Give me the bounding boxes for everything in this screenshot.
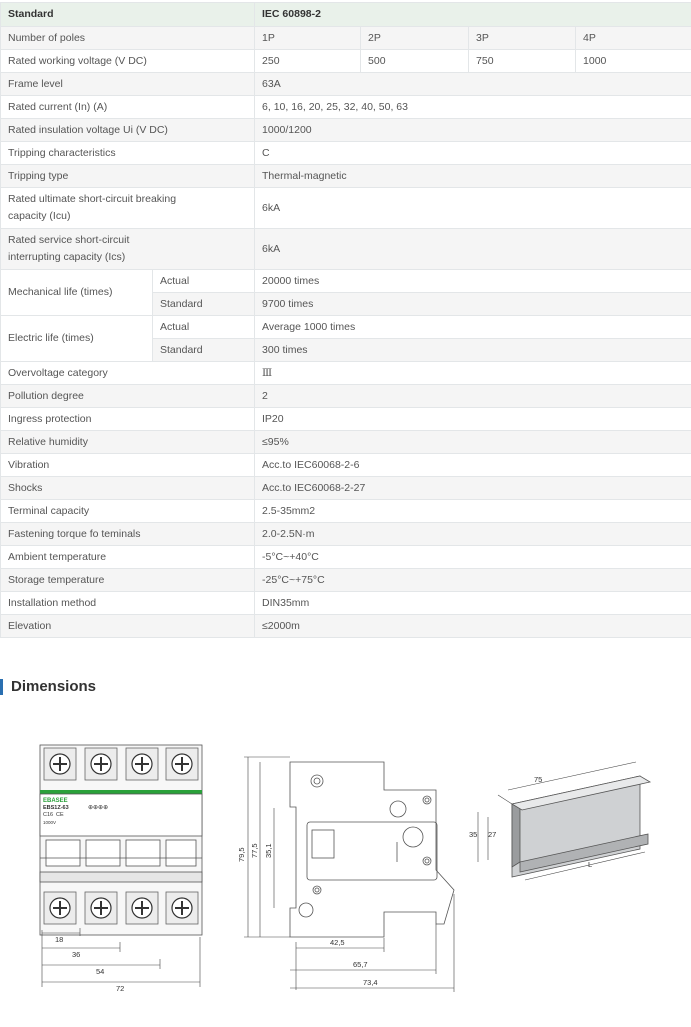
front-rating: C16 bbox=[43, 812, 53, 818]
spec-label: Tripping characteristics bbox=[1, 142, 255, 165]
spec-row bbox=[1, 229, 691, 270]
spec-row bbox=[1, 615, 691, 638]
front-brand: EBASEE bbox=[43, 798, 68, 804]
spec-label: Frame level bbox=[1, 73, 255, 96]
spec-value: 250 bbox=[255, 50, 361, 73]
spec-label: Relative humidity bbox=[1, 431, 255, 454]
spec-value: 500 bbox=[361, 50, 469, 73]
dim-42-5: 42,5 bbox=[330, 938, 345, 947]
spec-header-label: Standard bbox=[1, 3, 255, 27]
spec-label: Pollution degree bbox=[1, 385, 255, 408]
spec-value: 2P bbox=[361, 27, 469, 50]
spec-table bbox=[0, 2, 691, 638]
spec-label-line: Rated service short-circuit bbox=[8, 234, 129, 246]
dimensions-heading: Dimensions bbox=[0, 676, 96, 698]
spec-label-line: capacity (Icu) bbox=[8, 210, 70, 222]
spec-label: Rated working voltage (V DC) bbox=[1, 50, 255, 73]
spec-value: 6, 10, 16, 20, 25, 32, 40, 50, 63 bbox=[255, 96, 691, 119]
dim-35: 35 bbox=[469, 830, 477, 839]
spec-value: Average 1000 times bbox=[255, 316, 691, 339]
spec-row bbox=[1, 142, 691, 165]
spec-value: C bbox=[255, 142, 691, 165]
spec-value: Acc.to IEC60068-2-27 bbox=[255, 477, 691, 500]
spec-label: Elevation bbox=[1, 615, 255, 638]
spec-label: Rated current (In) (A) bbox=[1, 96, 255, 119]
spec-row bbox=[1, 188, 691, 229]
spec-value: 2.0-2.5N·m bbox=[255, 523, 691, 546]
spec-row bbox=[1, 408, 691, 431]
dim-35-1: 35,1 bbox=[264, 843, 273, 858]
spec-value: 9700 times bbox=[255, 293, 691, 316]
spec-value: 1000 bbox=[576, 50, 691, 73]
spec-row bbox=[1, 96, 691, 119]
bottom-terminal-screw-icon bbox=[44, 892, 76, 924]
dim-54: 54 bbox=[96, 967, 104, 976]
spec-row bbox=[1, 385, 691, 408]
spec-row bbox=[1, 431, 691, 454]
spec-label: Electric life (times) bbox=[1, 316, 153, 362]
spec-value: 3P bbox=[469, 27, 576, 50]
dimensions-drawing-area bbox=[0, 712, 691, 1024]
front-model: EBS1Z-63 bbox=[43, 805, 69, 811]
spec-label-line: Rated ultimate short-circuit breaking bbox=[8, 193, 176, 205]
spec-value: 6kA bbox=[255, 229, 691, 270]
spec-sublabel: Standard bbox=[153, 293, 255, 316]
top-terminal-screw-icon bbox=[166, 748, 198, 780]
spec-label: Mechanical life (times) bbox=[1, 270, 153, 316]
spec-value: 4P bbox=[576, 27, 691, 50]
spec-sublabel: Standard bbox=[153, 339, 255, 362]
spec-value: 1P bbox=[255, 27, 361, 50]
spec-row bbox=[1, 592, 691, 615]
spec-row bbox=[1, 362, 691, 385]
spec-label: Ambient temperature bbox=[1, 546, 255, 569]
spec-row-voltage bbox=[1, 50, 691, 73]
spec-value: 2 bbox=[255, 385, 691, 408]
top-terminal-screw-icon bbox=[85, 748, 117, 780]
spec-label: Overvoltage category bbox=[1, 362, 255, 385]
spec-sublabel: Actual bbox=[153, 316, 255, 339]
spec-value: Ⅲ bbox=[255, 362, 691, 385]
dim-77-5: 77,5 bbox=[250, 843, 259, 858]
spec-value: 750 bbox=[469, 50, 576, 73]
spec-row bbox=[1, 569, 691, 592]
top-terminal-screw-icon bbox=[126, 748, 158, 780]
spec-row bbox=[1, 165, 691, 188]
spec-row bbox=[1, 454, 691, 477]
spec-row bbox=[1, 523, 691, 546]
dim-65-7: 65,7 bbox=[353, 960, 368, 969]
spec-row-electric bbox=[1, 316, 691, 339]
spec-label: Terminal capacity bbox=[1, 500, 255, 523]
top-terminal-screw-icon bbox=[44, 748, 76, 780]
dim-79-5: 79,5 bbox=[237, 847, 246, 862]
side-view-drawing bbox=[244, 757, 454, 992]
dimension-drawings bbox=[0, 712, 691, 1024]
front-ce: CE bbox=[56, 812, 64, 818]
bottom-terminal-screw-icon bbox=[126, 892, 158, 924]
spec-label: Number of poles bbox=[1, 27, 255, 50]
spec-row bbox=[1, 73, 691, 96]
dim-18: 18 bbox=[55, 935, 63, 944]
spec-row-mechanical bbox=[1, 270, 691, 293]
spec-label: Vibration bbox=[1, 454, 255, 477]
spec-label: Installation method bbox=[1, 592, 255, 615]
spec-label-line: interrupting capacity (Ics) bbox=[8, 251, 125, 263]
dim-73-4: 73,4 bbox=[363, 978, 378, 987]
spec-header-value: IEC 60898-2 bbox=[255, 3, 691, 27]
spec-value: 300 times bbox=[255, 339, 691, 362]
dim-36: 36 bbox=[72, 950, 80, 959]
spec-value: Acc.to IEC60068-2-6 bbox=[255, 454, 691, 477]
spec-label: Fastening torque fo teminals bbox=[1, 523, 255, 546]
spec-label: Tripping type bbox=[1, 165, 255, 188]
spec-value: 63A bbox=[255, 73, 691, 96]
spec-value: 1000/1200 bbox=[255, 119, 691, 142]
spec-value: ≤95% bbox=[255, 431, 691, 454]
spec-label: Ingress protection bbox=[1, 408, 255, 431]
din-rail-drawing bbox=[478, 762, 650, 880]
spec-value: 20000 times bbox=[255, 270, 691, 293]
dim-L: L bbox=[588, 860, 592, 869]
spec-row bbox=[1, 546, 691, 569]
dim-72: 72 bbox=[116, 984, 124, 993]
spec-value: ≤2000m bbox=[255, 615, 691, 638]
spec-row bbox=[1, 477, 691, 500]
spec-label: Shocks bbox=[1, 477, 255, 500]
front-view-drawing bbox=[40, 745, 202, 987]
front-indicator: ⊕⊕⊕⊕ bbox=[88, 805, 108, 811]
spec-value: Thermal-magnetic bbox=[255, 165, 691, 188]
spec-label bbox=[1, 188, 255, 229]
spec-header-row bbox=[1, 3, 691, 27]
spec-value: 2.5-35mm2 bbox=[255, 500, 691, 523]
spec-label: Storage temperature bbox=[1, 569, 255, 592]
spec-row bbox=[1, 119, 691, 142]
spec-sublabel: Actual bbox=[153, 270, 255, 293]
spec-label bbox=[1, 229, 255, 270]
spec-label: Rated insulation voltage Ui (V DC) bbox=[1, 119, 255, 142]
front-voltage: 1000V bbox=[43, 820, 56, 825]
spec-value: IP20 bbox=[255, 408, 691, 431]
spec-row-poles bbox=[1, 27, 691, 50]
spec-value: DIN35mm bbox=[255, 592, 691, 615]
spec-value: 6kA bbox=[255, 188, 691, 229]
bottom-terminal-screw-icon bbox=[166, 892, 198, 924]
bottom-terminal-screw-icon bbox=[85, 892, 117, 924]
front-dims bbox=[55, 935, 124, 993]
spec-row bbox=[1, 500, 691, 523]
spec-value: -25°C~+75°C bbox=[255, 569, 691, 592]
dim-27: 27 bbox=[488, 830, 496, 839]
dim-75: 75 bbox=[534, 775, 542, 784]
spec-value: -5°C~+40°C bbox=[255, 546, 691, 569]
